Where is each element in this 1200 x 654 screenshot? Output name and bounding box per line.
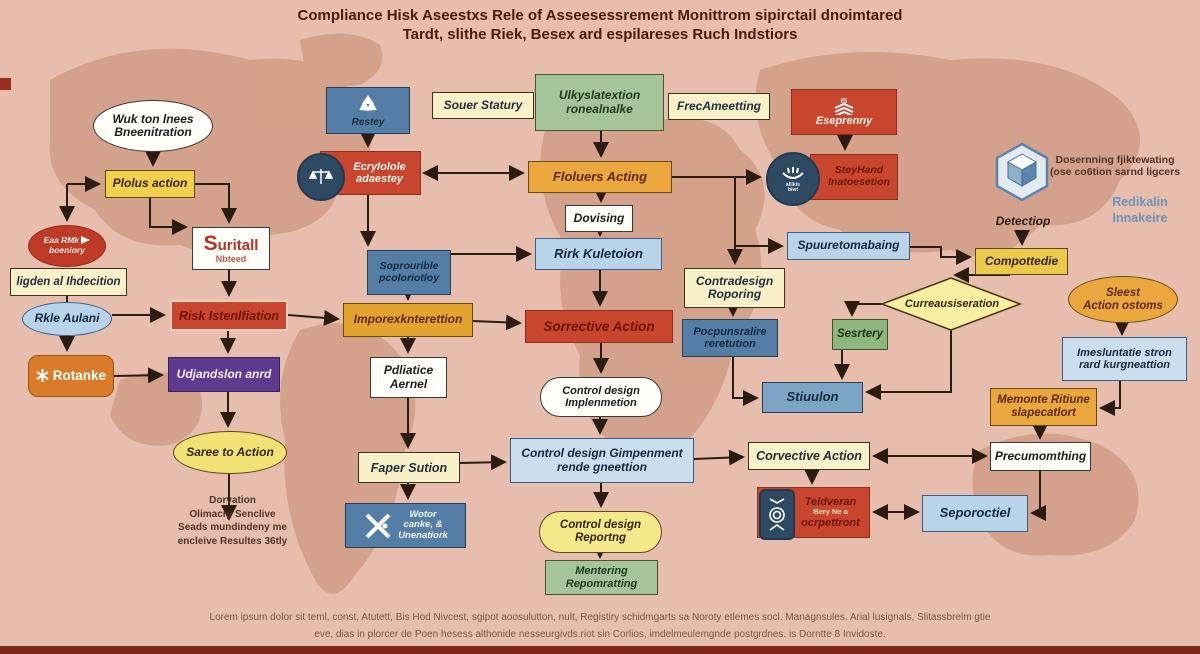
label-line: Unenatiork <box>398 529 448 541</box>
label-line: canke, & <box>403 519 443 531</box>
label-line: Eaa RMk <box>44 236 91 246</box>
node-suritall-logo <box>192 227 270 270</box>
label-line: adaestey <box>355 173 404 185</box>
node-mentering <box>545 560 658 595</box>
caption-line-1: Lorem ipsum dolor sit teml, const, Atutett, Bis Hod Nivcest, sgipot aoosulutton, nult, Registiry schidmgarts sa Noroty etlemes socl. Managnsules. Arial lusignals, Slitassbrelm gtie <box>209 612 991 623</box>
node-curreausiseration-diamond-label <box>886 293 1018 315</box>
label-line: Control design Gimpenment <box>521 446 683 461</box>
label: Plolus action <box>112 176 188 191</box>
label: Rirk Kuletoion <box>554 245 643 261</box>
label-line: Soprourible <box>379 259 439 272</box>
label-line: Pdliatice <box>383 363 434 378</box>
node-eseprenny <box>791 89 897 135</box>
label <box>398 510 448 542</box>
label-line: Control design <box>559 519 642 532</box>
label-line: Mentering <box>575 565 628 578</box>
node-soprourible <box>367 250 451 295</box>
label: Restey <box>351 116 385 128</box>
node-corvective-action <box>748 442 870 470</box>
note-line: encleive Resultes 36tly <box>177 535 288 547</box>
label-line: boeniory <box>49 245 85 255</box>
label: Souer Statury <box>443 97 523 112</box>
label-line: Implenmetion <box>565 397 637 409</box>
label-line: Pocpunsralire <box>693 325 767 338</box>
node-faper-sution <box>358 452 460 483</box>
note-line: Dosernning fjiktewating <box>1055 154 1175 167</box>
node-ulkyslatextion <box>535 74 664 131</box>
chevron-stack-icon <box>831 97 857 115</box>
footer-caption <box>60 610 1140 643</box>
node-steyhand <box>810 154 898 200</box>
label: Floluers Acting <box>552 168 648 184</box>
arrow-right-icon <box>81 236 90 244</box>
logo-text: Suritall <box>203 231 259 255</box>
node-sleest-ellipse <box>1068 276 1178 323</box>
node-saree-ellipse <box>173 431 287 474</box>
note-line: Redikalin <box>1112 194 1168 209</box>
label-line: slapecatlort <box>1011 407 1076 419</box>
icon-caption: alllkts <box>785 181 801 188</box>
label-line: Wuk ton lnees <box>112 111 194 126</box>
node-udjandslon <box>168 357 280 392</box>
caption-line-2: eve, dias in plorcer de Poen hesess althonide nesseurgivds.riot sin Corlios, imdelmeulemgnde postgrdnes. is Dorntte 8 Invidoste. <box>314 628 886 640</box>
node-pocpunsralire <box>682 319 778 357</box>
label-line: reretution <box>704 338 756 350</box>
node-dovising <box>565 205 633 232</box>
note-redikalin <box>1088 194 1192 226</box>
label-line: Repomratting <box>565 577 638 590</box>
node-detectiop-label <box>985 214 1061 230</box>
label: Sesrtery <box>836 328 884 341</box>
label: Sorrective Action <box>543 318 655 334</box>
label: Corvective Action <box>756 449 862 463</box>
node-sorrective-action <box>525 310 673 343</box>
label-line: Bery Ne a <box>813 507 848 517</box>
badge-medal-icon <box>759 489 795 540</box>
node-rotanke <box>28 355 114 397</box>
label: Seporoctiel <box>939 505 1011 521</box>
node-floluers-acting <box>528 161 672 193</box>
node-control-design-implemention <box>540 377 662 417</box>
note-line: Innakeire <box>1112 211 1168 225</box>
node-souer-statury <box>432 92 534 119</box>
label-line: Control design <box>562 384 640 397</box>
label-line: Teldveran <box>804 495 857 508</box>
node-risk-identification <box>170 300 288 331</box>
label: Precumomthing <box>994 448 1087 463</box>
label-line: Imesluntatie stron <box>1077 346 1172 359</box>
node-compottedie <box>975 248 1068 275</box>
label-line: Contradesign <box>695 273 774 288</box>
node-control-design-reporting <box>539 511 662 553</box>
label: Stiuulon <box>786 389 839 405</box>
label: Udjandslon anrd <box>176 366 272 381</box>
label-line: rard kurgneattion <box>1078 359 1171 371</box>
node-eaa-rmk-ellipse <box>28 225 106 267</box>
node-precumomthing <box>990 442 1091 471</box>
label-line: rende gneettion <box>556 459 647 474</box>
label-line: Roporing <box>707 287 762 301</box>
scales-of-justice-icon <box>297 153 345 201</box>
node-restey <box>326 87 410 134</box>
node-imesluntatie <box>1062 337 1187 381</box>
bottom-bar <box>0 646 1200 654</box>
node-stiuulon <box>762 382 863 413</box>
node-seporoctiel <box>922 495 1028 532</box>
label: Rotanke <box>36 368 106 383</box>
label-line: Ecrylolole <box>353 160 406 173</box>
note-dervation <box>145 494 320 548</box>
note-line: Dorvation <box>209 495 256 506</box>
note-dosernning <box>1032 152 1198 182</box>
label-line: Action ostoms <box>1083 299 1163 312</box>
label: Faper Sution <box>370 460 448 475</box>
label: Dovising <box>573 210 625 225</box>
svg-text:IS: IS <box>840 97 848 105</box>
title-line-1: Compliance Hisk Aseestxs Rele of Asseesessrement Monittrom sipirctail dnoimtared <box>297 7 903 24</box>
label-line: ocrpettront <box>801 516 860 529</box>
label-line: SteyHand <box>834 164 884 177</box>
label: Curreausiseration <box>904 297 1000 310</box>
label-line: Aernel <box>389 376 428 391</box>
label: Detectiop <box>995 214 1051 229</box>
node-rkle-ellipse <box>22 302 112 336</box>
node-spuuretomabaing <box>787 232 910 260</box>
label: FrecAmeetting <box>676 98 762 113</box>
label: Rkle Aulani <box>34 311 100 326</box>
label: Risk Istenlfiation <box>178 308 280 323</box>
label: ligden al Ihdecition <box>16 275 121 288</box>
label: Saree to Action <box>186 444 274 459</box>
label: Imporexknterettion <box>353 312 463 327</box>
node-rirk-kuletoion <box>535 238 662 270</box>
label-line: Bneenitration <box>114 125 192 139</box>
open-hands-icon <box>766 152 820 206</box>
label-line: Ulkyslatextion <box>558 88 641 103</box>
recycle-arrows-icon <box>355 93 381 117</box>
note-line: Seads mundindeny me <box>178 522 287 533</box>
node-control-design-gimpenment <box>510 438 694 483</box>
label-line: Reportng <box>574 532 627 544</box>
logo-subtext: Nbteed <box>215 253 247 264</box>
node-pdliatice <box>370 357 447 398</box>
note-line: (ose co6tion sarnd ligcers <box>1049 166 1181 178</box>
note-line: Olimacry Senclive <box>189 508 276 520</box>
crossed-x-icon <box>363 511 393 541</box>
node-imporexknterettion <box>343 303 473 337</box>
node-plolus-action <box>105 170 195 198</box>
label-line: pcoloriotloy <box>378 271 440 284</box>
label-line: Memonte Ritiune <box>997 394 1090 407</box>
node-wotor <box>345 503 466 548</box>
label: Eseprenny <box>815 114 873 127</box>
title-line-2: Tardt, slithe Riek, Besex ard espilareses Ruch Indstiors <box>402 25 798 43</box>
node-wuk-ellipse <box>93 100 213 152</box>
label-line: Sleest <box>1106 286 1140 299</box>
node-contradesign-reporting <box>684 268 785 308</box>
left-edge-red-mark <box>0 78 11 90</box>
diagram-title <box>0 7 1200 45</box>
icon-caption: biwt <box>788 187 798 193</box>
asterisk-gear-icon <box>36 369 49 382</box>
label-line: Wotor <box>409 508 437 520</box>
node-frecameetting <box>668 93 770 120</box>
node-sesrtery <box>832 319 888 350</box>
label: Compottedie <box>984 253 1059 268</box>
node-ligden <box>10 268 127 296</box>
label: Spuuretomabaing <box>797 238 900 253</box>
label-line: Inatoesetion <box>828 176 890 188</box>
label-line: ronealnalke <box>566 101 633 116</box>
node-memonte-ritiune <box>990 388 1097 426</box>
